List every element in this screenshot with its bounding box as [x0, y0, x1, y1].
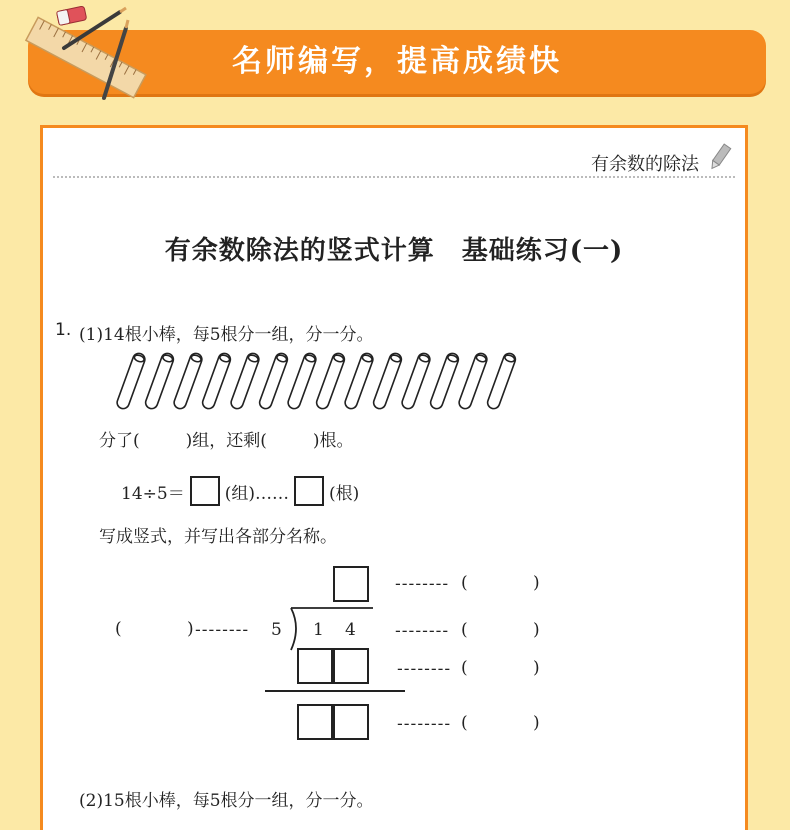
- equation-mid: (组)……: [224, 483, 289, 504]
- stationery-illustration-icon: [20, 2, 150, 107]
- fill-text-unit: )根。: [312, 431, 354, 451]
- worksheet-paper: [40, 125, 748, 830]
- question-prompt: (1)14根小棒，每5根分一组，分一分。: [79, 325, 374, 345]
- stick: [258, 352, 289, 411]
- equation-left: 14÷5＝: [121, 483, 185, 504]
- quotient-box[interactable]: [333, 566, 369, 602]
- stick: [315, 352, 346, 411]
- stick: [286, 352, 317, 411]
- stick: [172, 352, 203, 411]
- stick: [429, 352, 460, 411]
- equation-right: (根): [328, 483, 360, 504]
- sticks-illustration: [109, 350, 529, 412]
- topic-label: 有余数的除法: [591, 154, 699, 175]
- question-part2-prompt: (2)15根小棒，每5根分一组，分一分。: [79, 791, 374, 811]
- question-number: 1.: [55, 320, 72, 340]
- stick: [201, 352, 232, 411]
- divisor-leader: --------: [195, 620, 250, 639]
- product-name-close[interactable]: ): [533, 658, 540, 678]
- dividend-name-open: (: [461, 620, 468, 640]
- divisor-name-open: (: [115, 619, 122, 639]
- dotted-divider: [53, 176, 735, 178]
- dividend-name-close[interactable]: ): [533, 620, 540, 640]
- product-name-open: (: [461, 658, 468, 678]
- remainder-name-open: (: [461, 713, 468, 733]
- dividend-leader: --------: [395, 621, 450, 640]
- quotient-name-close[interactable]: ): [533, 573, 540, 593]
- stick: [115, 352, 146, 411]
- stick: [486, 352, 517, 411]
- divisor-name-close[interactable]: ): [187, 619, 194, 639]
- pencil-icon: [707, 142, 733, 172]
- stick: [343, 352, 374, 411]
- quotient-answer-box[interactable]: [190, 476, 220, 506]
- stick: [229, 352, 260, 411]
- divisor-digit: 5: [271, 620, 282, 640]
- remainder-leader: --------: [397, 714, 452, 733]
- equation-row: [121, 476, 359, 506]
- fill-text-remain: )组，还剩(: [185, 431, 267, 451]
- banner-title: 名师编写，提高成绩快: [232, 44, 562, 79]
- remainder-box-ones[interactable]: [333, 704, 369, 740]
- product-box-ones[interactable]: [333, 648, 369, 684]
- fill-text-groups: 分了(: [99, 431, 140, 451]
- dividend-digit-2: 4: [345, 620, 356, 640]
- instruction-text: 写成竖式，并写出各部分名称。: [99, 527, 337, 547]
- subtraction-line: [265, 690, 405, 692]
- quotient-leader: --------: [395, 574, 450, 593]
- remainder-box-tens[interactable]: [297, 704, 333, 740]
- product-box-tens[interactable]: [297, 648, 333, 684]
- remainder-name-close[interactable]: ): [533, 713, 540, 733]
- stick: [372, 352, 403, 411]
- fill-in-line: [99, 426, 354, 451]
- division-bracket: [287, 606, 377, 654]
- remainder-answer-box[interactable]: [294, 476, 324, 506]
- stick: [144, 352, 175, 411]
- quotient-name-open: (: [461, 573, 468, 593]
- stick: [457, 352, 488, 411]
- dividend-digit-1: 1: [313, 620, 324, 640]
- product-leader: --------: [397, 659, 452, 678]
- stick: [400, 352, 431, 411]
- page-title: 有余数除法的竖式计算 基础练习(一): [164, 236, 624, 266]
